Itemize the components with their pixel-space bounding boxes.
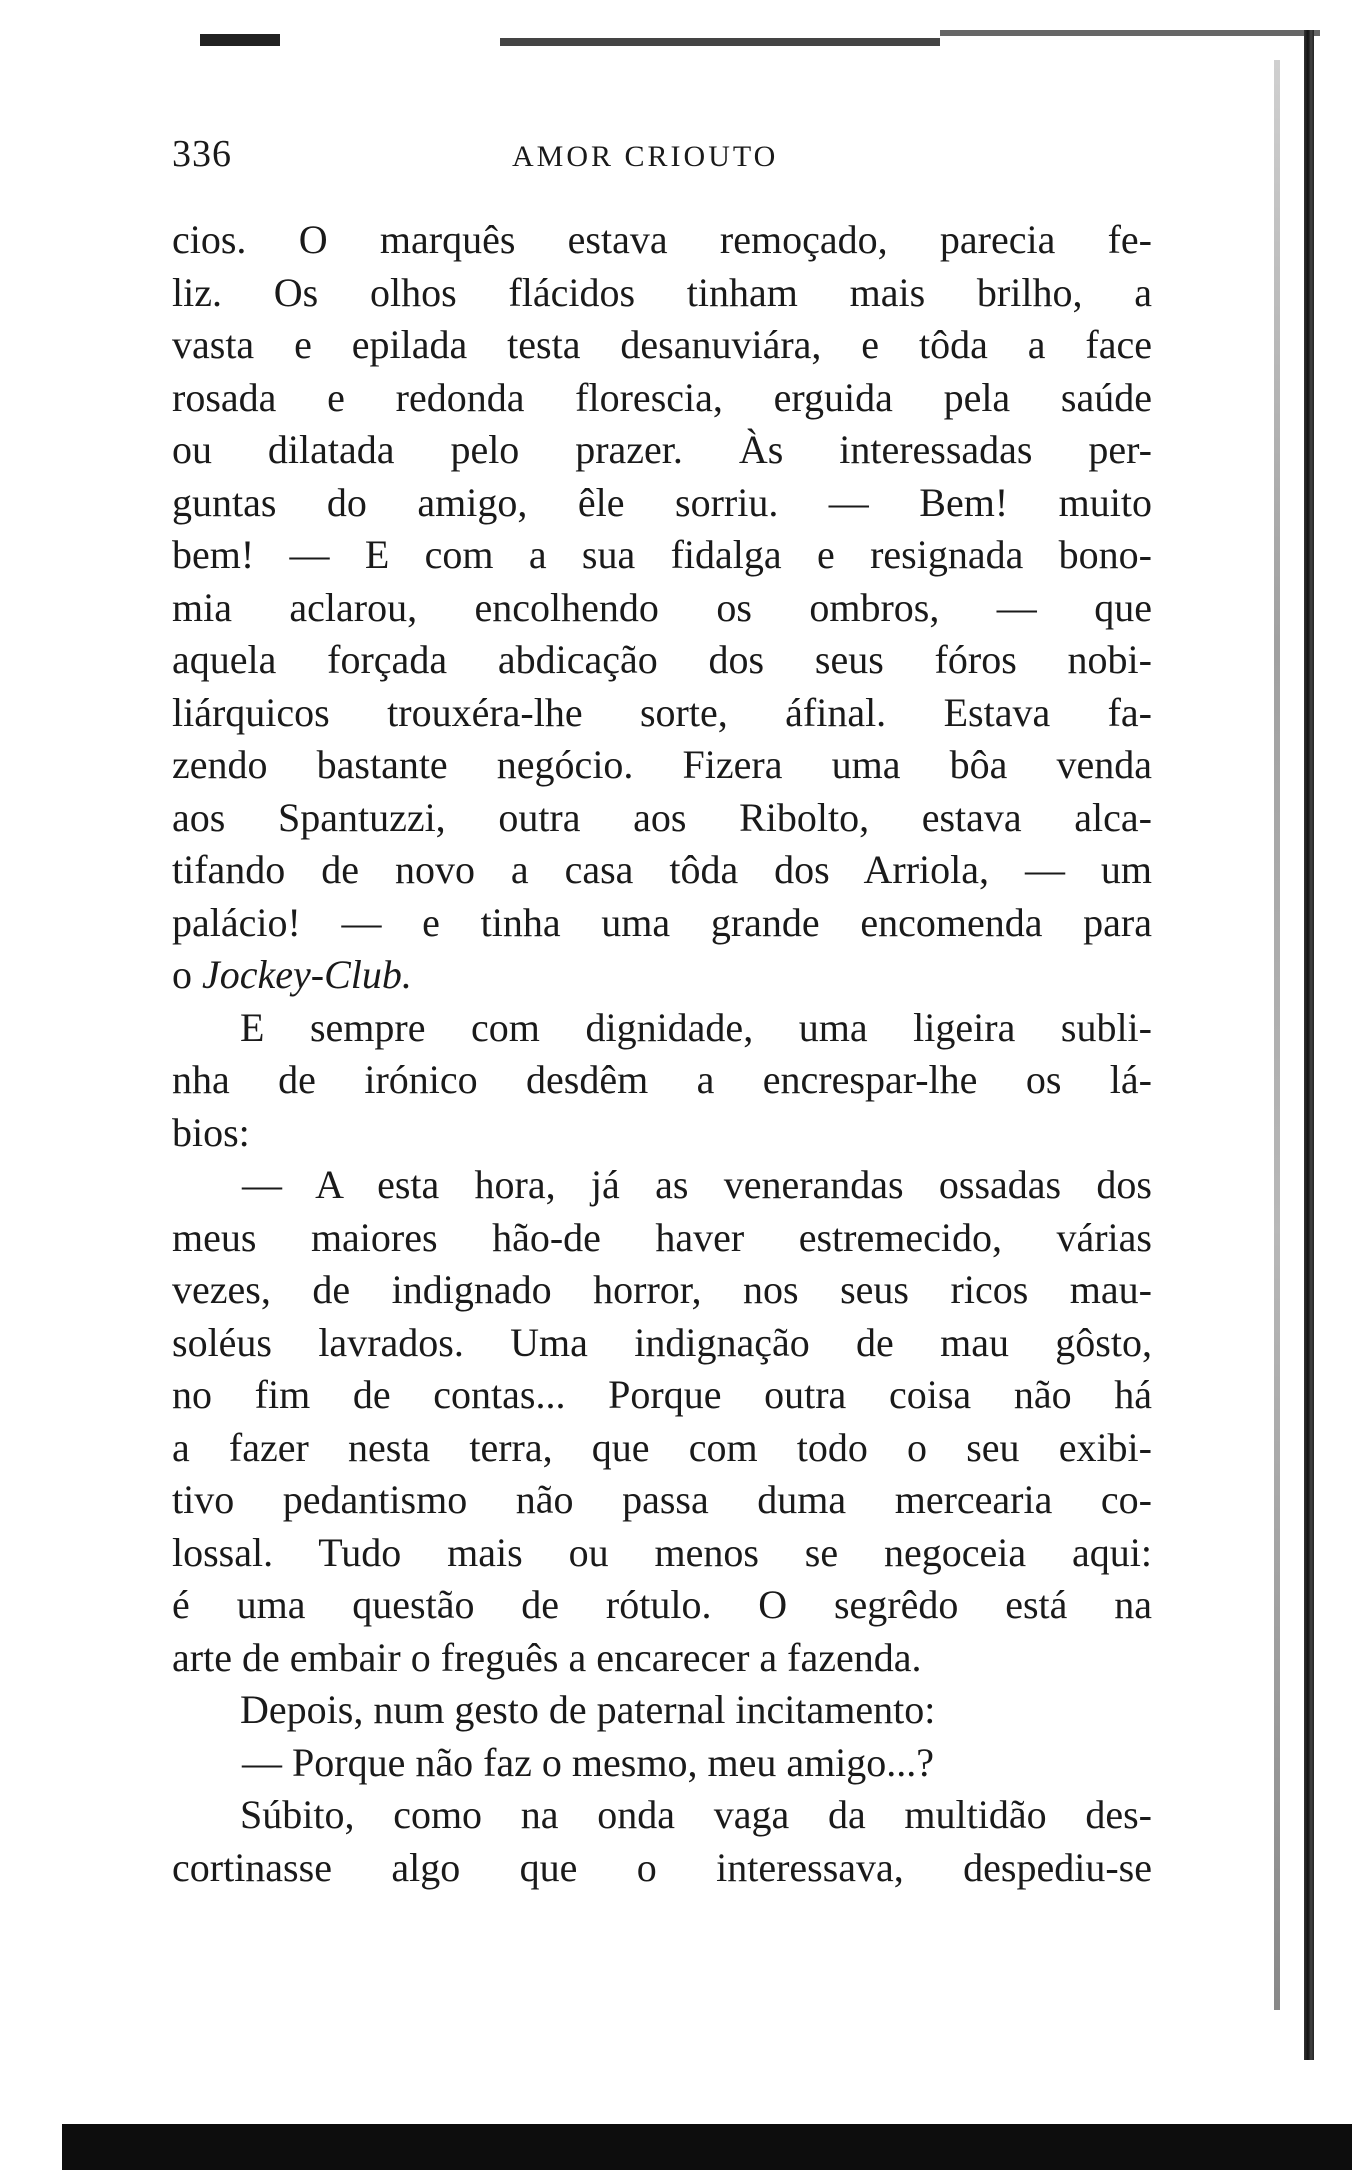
text-line: cios. O marquês estava remoçado, parecia fe- bbox=[172, 217, 1152, 262]
scan-edge-top-right bbox=[940, 30, 1320, 36]
text-line: arte de embair o freguês a encarecer a fazenda. bbox=[172, 1634, 922, 1680]
text-word: o bbox=[172, 952, 192, 997]
text-line: mia aclarou, encolhendo os ombros, — que bbox=[172, 584, 1152, 630]
dialog-line: — Porque não faz o mesmo, meu amigo...? bbox=[242, 1739, 935, 1785]
scan-edge-right-shadow bbox=[1274, 60, 1280, 2010]
page-header bbox=[172, 132, 1152, 192]
text-line: meus maiores hão-de haver estremecido, várias bbox=[172, 1214, 1152, 1260]
text-line: vasta e epilada testa desanuviára, e tôda a face bbox=[172, 322, 1152, 367]
text-line: guntas do amigo, êle sorriu. — Bem! muito bbox=[172, 479, 1152, 525]
text-line: ou dilatada pelo prazer. Às interessadas per- bbox=[172, 427, 1152, 472]
text-line: E sempre com dignidade, uma ligeira subli- bbox=[240, 1004, 1152, 1050]
page-number: 336 bbox=[172, 133, 232, 175]
text-line: vezes, de indignado horror, nos seus ricos mau- bbox=[172, 1267, 1152, 1312]
text-line: aos Spantuzzi, outra aos Ribolto, estava alca- bbox=[172, 794, 1152, 840]
scan-edge-bottom bbox=[62, 2124, 1352, 2170]
text-line: tifando de novo a casa tôda dos Arriola, — um bbox=[172, 847, 1152, 892]
scan-edge-top-left bbox=[200, 34, 280, 46]
dialog-line: — A esta hora, já as venerandas ossadas dos bbox=[242, 1162, 1152, 1207]
text-line: aquela forçada abdicação dos seus fóros nobi- bbox=[172, 637, 1152, 682]
text-line: Súbito, como na onda vaga da multidão des- bbox=[240, 1792, 1152, 1837]
text-line: zendo bastante negócio. Fizera uma bôa venda bbox=[172, 742, 1152, 787]
text-line: palácio! — e tinha uma grande encomenda para bbox=[172, 899, 1152, 945]
text-line: bem! — E com a sua fidalga e resignada bono- bbox=[172, 532, 1152, 577]
italic-club-name: Jockey-Club. bbox=[202, 952, 412, 997]
text-line: liárquicos trouxéra-lhe sorte, áfinal. Estava fa- bbox=[172, 689, 1152, 735]
text-line: nha de irónico desdêm a encrespar-lhe os lá- bbox=[172, 1057, 1152, 1102]
page-body bbox=[172, 214, 1152, 1894]
text-line-paragraph-end bbox=[172, 949, 1152, 1002]
text-line: tivo pedantismo não passa duma mercearia co- bbox=[172, 1477, 1152, 1522]
running-title: AMOR CRIOUTO bbox=[512, 140, 779, 173]
text-line: lossal. Tudo mais ou menos se negoceia aqui: bbox=[172, 1529, 1152, 1575]
text-line: a fazer nesta terra, que com todo o seu exibi- bbox=[172, 1424, 1152, 1470]
text-line: liz. Os olhos flácidos tinham mais brilho, a bbox=[172, 269, 1152, 315]
text-line: cortinasse algo que o interessava, despediu-se bbox=[172, 1844, 1152, 1890]
text-line: bios: bbox=[172, 1109, 250, 1155]
scan-edge-top-middle bbox=[500, 38, 940, 46]
text-line: rosada e redonda florescia, erguida pela saúde bbox=[172, 374, 1152, 420]
text-line: Depois, num gesto de paternal incitamento: bbox=[240, 1687, 936, 1732]
text-line: é uma questão de rótulo. O segrêdo está na bbox=[172, 1582, 1152, 1627]
text-line: soléus lavrados. Uma indignação de mau gôsto, bbox=[172, 1319, 1152, 1365]
scan-edge-right bbox=[1304, 30, 1314, 2060]
text-line: no fim de contas... Porque outra coisa não há bbox=[172, 1372, 1152, 1417]
